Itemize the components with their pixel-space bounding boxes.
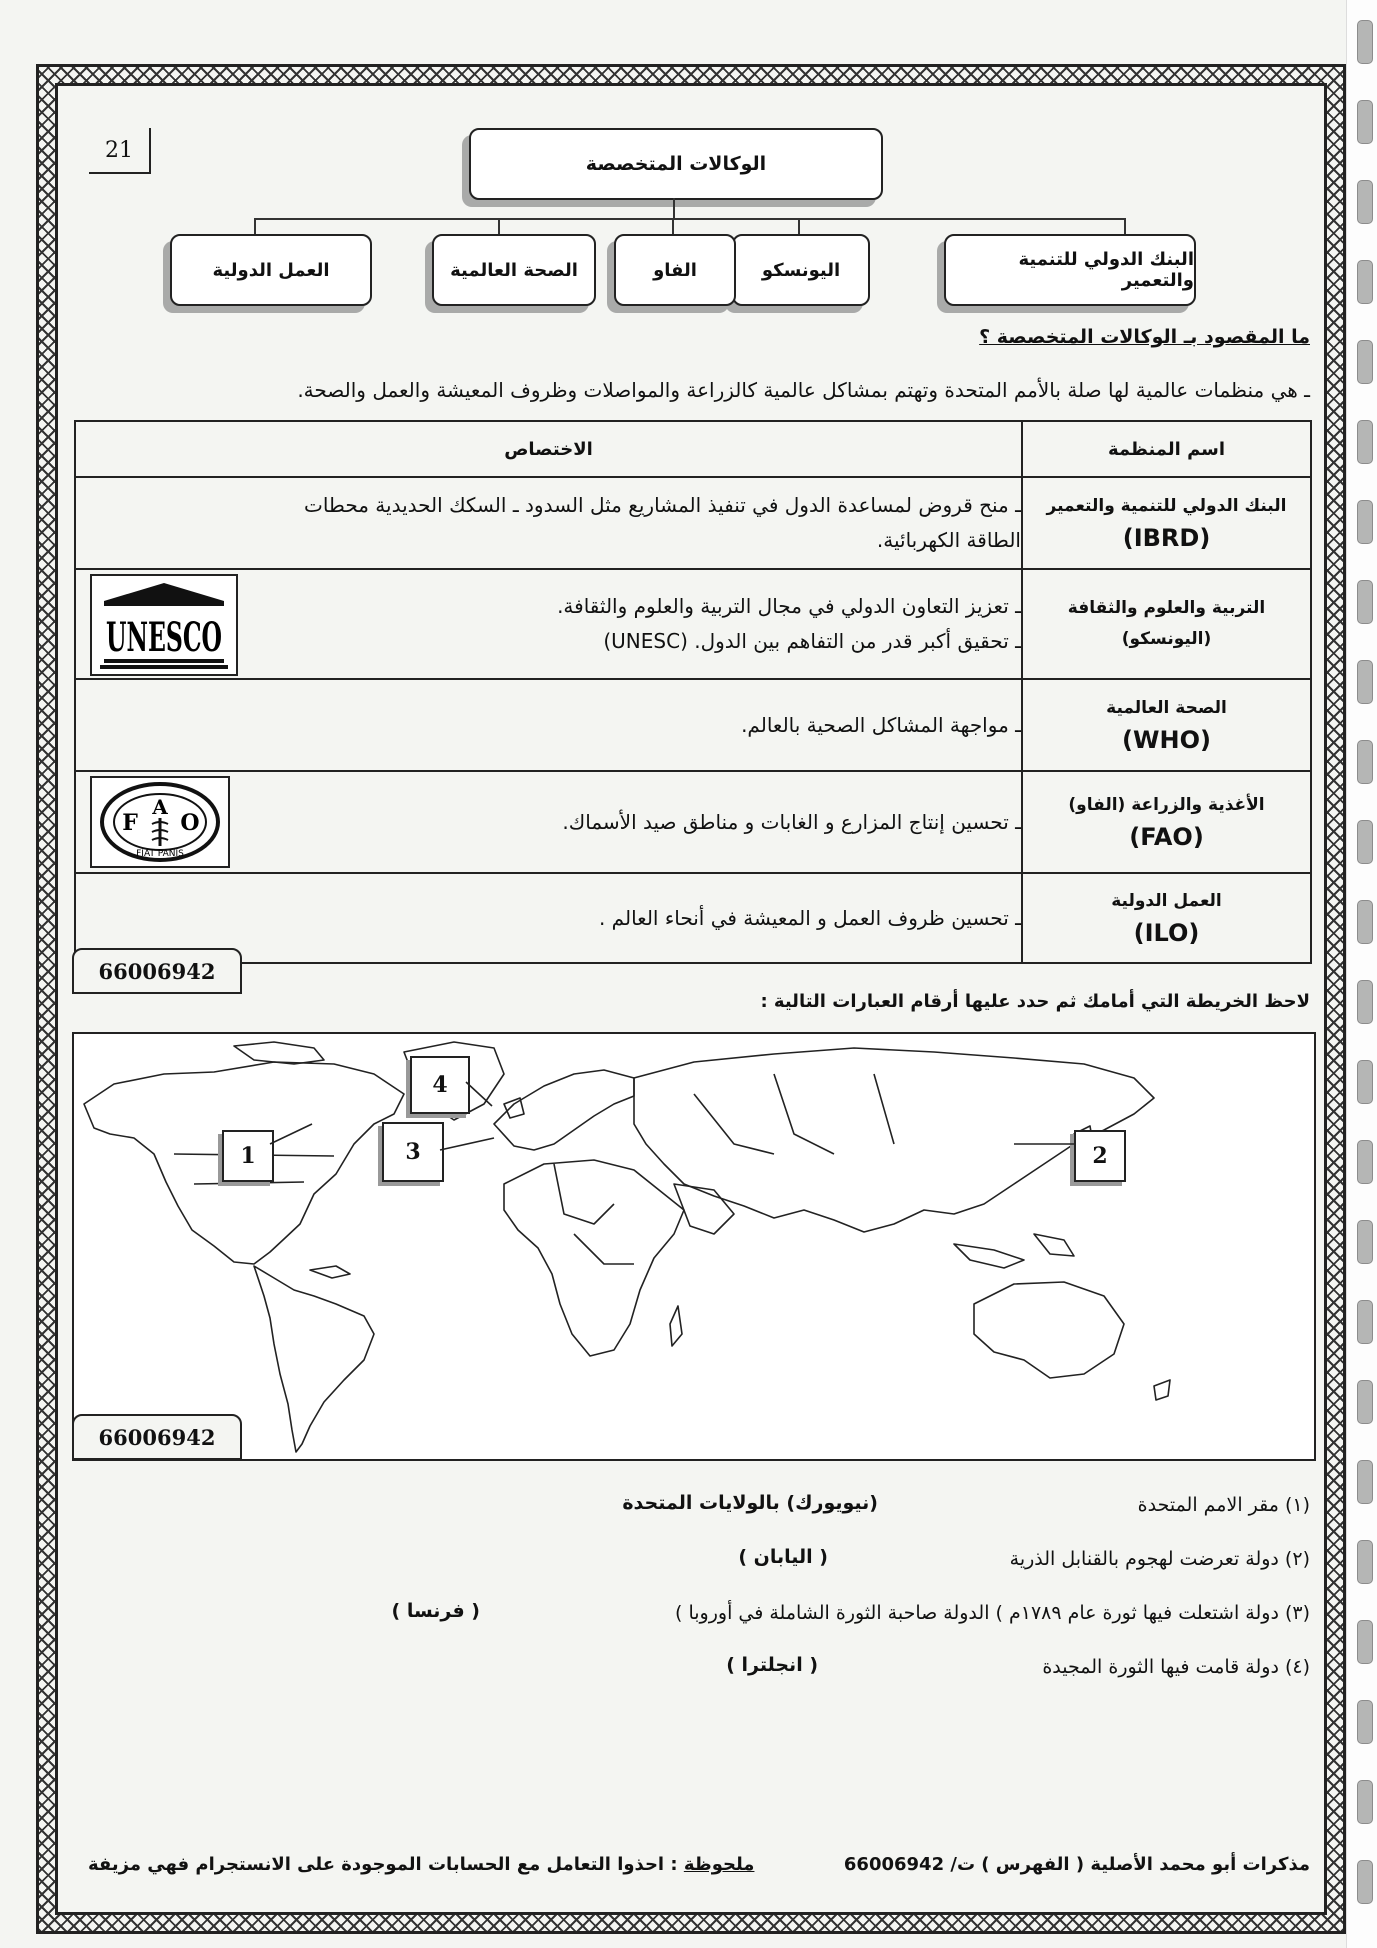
map-label-4: 4 (410, 1056, 470, 1114)
spec-line: ـ تحسين ظروف العمل و المعيشة في أنحاء العالم . (598, 905, 1021, 930)
table-row (75, 569, 1311, 679)
binding-ring (1357, 740, 1373, 784)
binding-ring (1357, 20, 1373, 64)
org-abbr: (اليونسكو) (1121, 629, 1212, 649)
org-name: التربية والعلوم والثقافة (1067, 597, 1266, 618)
chart-connector (254, 218, 1124, 220)
chart-connector (673, 198, 675, 218)
page-border (36, 64, 1346, 1934)
org-spec-cell (75, 569, 1022, 679)
item-2-answer: ( اليابان ) (738, 1546, 828, 1568)
binding-ring (1357, 1700, 1373, 1744)
unesco-logo (90, 574, 238, 676)
page-content (55, 83, 1327, 1915)
chart-node-fao: الفاو (614, 234, 736, 306)
spec-line: ـ تحسين إنتاج المزارع و الغابات و مناطق صيد الأسماك. (562, 809, 1021, 834)
map-question: لاحظ الخريطة التي أمامك ثم حدد عليها أرقام العبارات التالية : (760, 991, 1310, 1012)
table-header-row (75, 421, 1311, 477)
binding-ring (1357, 500, 1373, 544)
binding-ring (1357, 1620, 1373, 1664)
fao-logo-text: FIAT PANIS (136, 849, 184, 859)
spiral-binding (1346, 0, 1377, 1948)
phone-tab: 66006942 (72, 1414, 242, 1460)
item-4-answer: ( انجلترا ) (726, 1654, 818, 1676)
binding-ring (1357, 660, 1373, 704)
chart-node-ibrd: البنك الدولي للتنمية والتعمير (944, 234, 1196, 306)
table-row (75, 679, 1311, 771)
footer-note-label: ملحوظة (683, 1854, 755, 1875)
table-row (75, 873, 1311, 963)
footer-note-text: : احذوا التعامل مع الحسابات الموجودة على الانستجرام فهي مزيفة (88, 1854, 684, 1875)
binding-ring (1357, 340, 1373, 384)
question-definition: ما المقصود بـ الوكالات المتخصصة ؟ (979, 326, 1310, 348)
item-4-question: (٤) دولة قامت فيها الثورة المجيدة (1042, 1656, 1310, 1678)
binding-ring (1357, 1460, 1373, 1504)
org-spec-cell (75, 477, 1022, 569)
footer-credit: مذكرات أبو محمد الأصلية ( الفهرس ) ت/ 66006942 (843, 1854, 1310, 1875)
org-spec-cell (75, 679, 1022, 771)
map-label-2: 2 (1074, 1130, 1126, 1182)
header-specialization: الاختصاص (75, 421, 1022, 477)
org-name-cell (1022, 679, 1311, 771)
binding-ring (1357, 1380, 1373, 1424)
binding-ring (1357, 1060, 1373, 1104)
org-abbr: (FAO) (1129, 822, 1204, 851)
binding-ring (1357, 1220, 1373, 1264)
header-org-name: اسم المنظمة (1022, 421, 1311, 477)
org-abbr: (WHO) (1122, 725, 1211, 754)
item-3-question: (٣) دولة اشتعلت فيها ثورة عام ١٧٨٩م ) الدولة صاحبة الثورة الشاملة في أوروبا ) (675, 1602, 1310, 1624)
spec-line: الطاقة الكهربائية. (876, 528, 1021, 552)
org-name: الصحة العالمية (1106, 698, 1227, 719)
unesco-logo-text: UNESCO (106, 614, 222, 661)
map-label-pointers (74, 1034, 1314, 1459)
chart-node-ilo: العمل الدولية (170, 234, 372, 306)
binding-ring (1357, 100, 1373, 144)
org-abbr: (IBRD) (1122, 523, 1211, 552)
binding-ring (1357, 1860, 1373, 1904)
binding-ring (1357, 420, 1373, 464)
unesco-temple-icon (96, 579, 232, 671)
svg-text:O: O (180, 810, 200, 836)
agencies-table (74, 420, 1312, 964)
binding-ring (1357, 1300, 1373, 1344)
item-3-answer: ( فرنسا ) (391, 1600, 480, 1622)
org-name: البنك الدولي للتنمية والتعمير (1046, 496, 1287, 517)
fao-emblem-icon (96, 780, 224, 864)
svg-text:A: A (152, 795, 168, 819)
binding-ring (1357, 1780, 1373, 1824)
svg-text:F: F (122, 810, 138, 836)
phone-tab: 66006942 (72, 948, 242, 994)
item-2-question: (٢) دولة تعرضت لهجوم بالقنابل الذرية (1009, 1548, 1310, 1570)
item-1-answer: (نيويورك) بالولايات المتحدة (622, 1492, 878, 1514)
binding-ring (1357, 900, 1373, 944)
org-name-cell (1022, 771, 1311, 873)
spec-line: ـ تحقيق أكبر قدر من التفاهم بين الدول. (UNESC) (603, 629, 1021, 653)
world-map (72, 1032, 1316, 1461)
answer-definition: ـ هي منظمات عالمية لها صلة بالأمم المتحدة وتهتم بمشاكل عالمية كالزراعة والمواصلات وظروف المعيشة والعمل والصحة. (297, 378, 1310, 402)
page-number: 21 (89, 128, 151, 174)
chart-node-who: الصحة العالمية (432, 234, 596, 306)
footer-note (88, 1854, 754, 1875)
org-name-cell (1022, 477, 1311, 569)
map-label-1: 1 (222, 1130, 274, 1182)
binding-ring (1357, 580, 1373, 624)
binding-ring (1357, 820, 1373, 864)
org-name: العمل الدولية (1111, 891, 1222, 912)
item-1-question: (١) مقر الامم المتحدة (1137, 1494, 1310, 1516)
spec-line: ـ منح قروض لمساعدة الدول في تنفيذ المشاريع مثل السدود ـ السكك الحديدية محطات (303, 493, 1021, 517)
org-name-cell (1022, 569, 1311, 679)
binding-ring (1357, 180, 1373, 224)
spec-line: ـ تعزيز التعاون الدولي في مجال التربية والعلوم والثقافة. (557, 594, 1021, 618)
map-label-3: 3 (382, 1122, 444, 1182)
org-spec-cell (75, 771, 1022, 873)
spec-line: ـ مواجهة المشاكل الصحية بالعالم. (741, 712, 1021, 737)
org-name: الأغذية والزراعة (الفاو) (1068, 795, 1265, 816)
binding-ring (1357, 980, 1373, 1024)
binding-ring (1357, 1140, 1373, 1184)
table-row (75, 477, 1311, 569)
fao-logo (90, 776, 230, 868)
org-abbr: (ILO) (1133, 918, 1200, 947)
org-name-cell (1022, 873, 1311, 963)
chart-node-unesco: اليونسكو (732, 234, 870, 306)
binding-ring (1357, 260, 1373, 304)
binding-ring (1357, 1540, 1373, 1584)
chart-root-node: الوكالات المتخصصة (469, 128, 883, 200)
table-row (75, 771, 1311, 873)
